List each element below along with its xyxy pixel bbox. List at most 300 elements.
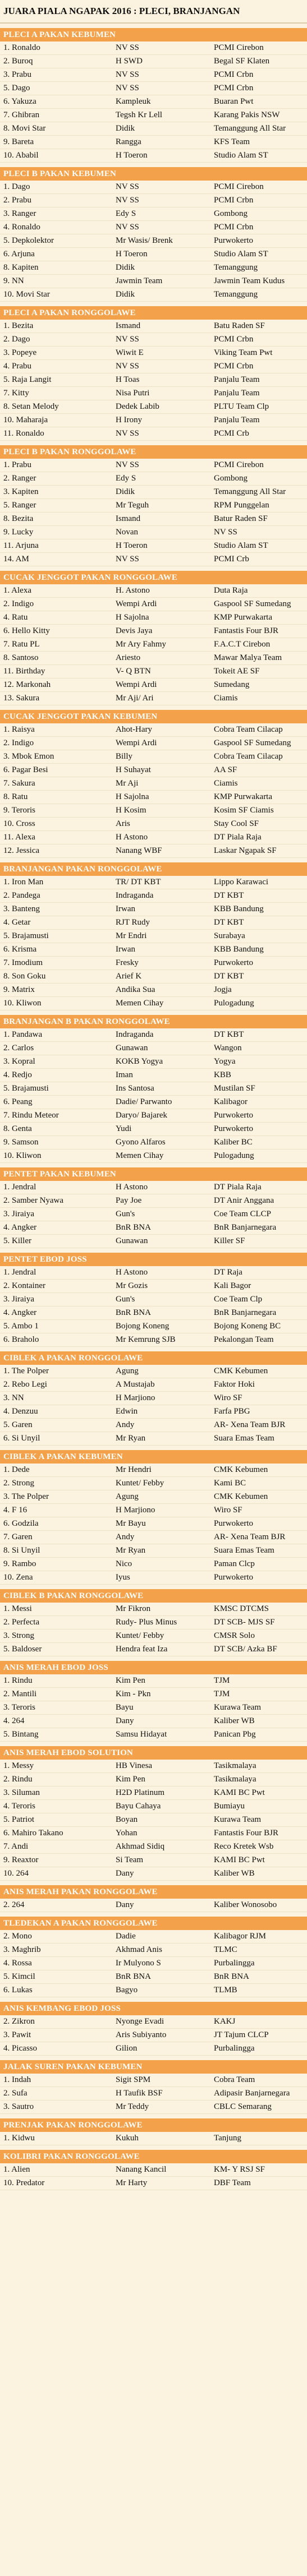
table-row <box>0 943 307 957</box>
team-name-cell: Temanggung <box>210 288 307 302</box>
table-row <box>0 320 307 333</box>
bird-name-cell: 5. Raja Langit <box>0 373 112 387</box>
team-name-cell: AA SF <box>210 764 307 777</box>
table-row <box>0 1629 307 1643</box>
results-table <box>0 1181 307 1248</box>
results-table <box>0 459 307 566</box>
team-name-cell: Wiro SF <box>210 1392 307 1405</box>
table-row <box>0 1082 307 1096</box>
team-name-cell: Gombong <box>210 207 307 221</box>
table-row <box>0 584 307 598</box>
section-header: CIBLEK A PAKAN RONGGOLAWE <box>0 1351 307 1365</box>
bird-name-cell: 3. Maghrib <box>0 1943 112 1957</box>
owner-name-cell: Andy <box>112 1531 210 1544</box>
owner-name-cell: H SWD <box>112 55 210 68</box>
owner-name-cell: Didik <box>112 122 210 136</box>
bird-name-cell: 5. Patriot <box>0 1813 112 1827</box>
table-row <box>0 360 307 373</box>
owner-name-cell: Mr Hendri <box>112 1464 210 1477</box>
team-name-cell: Purwokerto <box>210 234 307 248</box>
bird-name-cell: 6. Peang <box>0 1096 112 1109</box>
owner-name-cell: Bayu <box>112 1701 210 1715</box>
bird-name-cell: 3. Popeye <box>0 347 112 360</box>
bird-name-cell: 9. Samson <box>0 1136 112 1149</box>
bird-name-cell: 1. Ronaldo <box>0 41 112 55</box>
section-header: JALAK SUREN PAKAN KEBUMEN <box>0 2060 307 2074</box>
team-name-cell: Bumiayu <box>210 1800 307 1813</box>
section-header: PLECI B PAKAN KEBUMEN <box>0 167 307 181</box>
owner-name-cell: RJT Rudy <box>112 916 210 930</box>
results-table <box>0 1674 307 1742</box>
owner-name-cell: KOKB Yogya <box>112 1055 210 1069</box>
team-name-cell: PCMI Cirebon <box>210 181 307 194</box>
team-name-cell: Batur Raden SF <box>210 513 307 526</box>
team-name-cell: Paman Clcp <box>210 1558 307 1571</box>
owner-name-cell: Mr Wasis/ Brenk <box>112 234 210 248</box>
owner-name-cell: Agung <box>112 1490 210 1504</box>
bird-name-cell: 8. Si Unyil <box>0 1544 112 1558</box>
table-row <box>0 1149 307 1163</box>
bird-name-cell: 6. Pagar Besi <box>0 764 112 777</box>
bird-name-cell: 2. Pandega <box>0 889 112 903</box>
owner-name-cell: Edy S <box>112 207 210 221</box>
owner-name-cell: H Toas <box>112 373 210 387</box>
table-row <box>0 1280 307 1293</box>
table-row <box>0 1970 307 1984</box>
bird-name-cell: 6. Arjuna <box>0 248 112 261</box>
owner-name-cell: Nico <box>112 1558 210 1571</box>
bird-name-cell: 3. Prabu <box>0 68 112 82</box>
owner-name-cell: Indraganda <box>112 889 210 903</box>
table-row <box>0 1069 307 1082</box>
table-row <box>0 1603 307 1616</box>
table-row <box>0 1531 307 1544</box>
owner-name-cell: Gyono Alfaros <box>112 1136 210 1149</box>
table-row <box>0 1208 307 1221</box>
owner-name-cell: Mr Gozis <box>112 1280 210 1293</box>
bird-name-cell: 5. Dago <box>0 82 112 95</box>
bird-name-cell: 4. Teroris <box>0 1800 112 1813</box>
table-row <box>0 764 307 777</box>
team-name-cell: Jawmin Team Kudus <box>210 275 307 288</box>
team-name-cell: Adipasir Banjarnegara <box>210 2087 307 2100</box>
bird-name-cell: 6. Godzila <box>0 1517 112 1531</box>
bird-name-cell: 10. Kliwon <box>0 997 112 1010</box>
team-name-cell: Coe Team CLCP <box>210 1208 307 1221</box>
owner-name-cell: Mr Teddy <box>112 2100 210 2114</box>
bird-name-cell: 2. Prabu <box>0 194 112 207</box>
team-name-cell: Cobra Team Cilacap <box>210 723 307 737</box>
team-name-cell: Gaspool SF Sumedang <box>210 598 307 611</box>
team-name-cell: Cobra Team <box>210 2074 307 2087</box>
team-name-cell: PCMI Crbn <box>210 360 307 373</box>
team-name-cell: DT Raja <box>210 1266 307 1280</box>
team-name-cell: KFS Team <box>210 136 307 149</box>
table-row <box>0 1674 307 1688</box>
results-table <box>0 2163 307 2190</box>
team-name-cell: DT KBT <box>210 970 307 984</box>
bird-name-cell: 5. Garen <box>0 1419 112 1432</box>
table-row <box>0 2163 307 2177</box>
team-name-cell: Tanjung <box>210 2132 307 2145</box>
table-row <box>0 777 307 791</box>
owner-name-cell: H Marjiono <box>112 1392 210 1405</box>
section-header: CUCAK JENGGOT PAKAN KEBUMEN <box>0 710 307 723</box>
team-name-cell: Kami BC <box>210 1477 307 1490</box>
table-row <box>0 539 307 553</box>
table-row <box>0 1055 307 1069</box>
team-name-cell: TJM <box>210 1688 307 1701</box>
team-name-cell: Kaliber WB <box>210 1867 307 1881</box>
owner-name-cell: Nanang WBF <box>112 844 210 858</box>
owner-name-cell: Mr Ryan <box>112 1432 210 1446</box>
bird-name-cell: 1. Rindu <box>0 1674 112 1688</box>
bird-name-cell: 8. Ratu <box>0 791 112 804</box>
table-row <box>0 109 307 122</box>
owner-name-cell: Kuntet/ Febby <box>112 1629 210 1643</box>
bird-name-cell: 10. Ababil <box>0 149 112 163</box>
owner-name-cell: Dadie <box>112 1930 210 1943</box>
owner-name-cell: H Astono <box>112 831 210 844</box>
results-section <box>0 1917 307 1997</box>
bird-name-cell: 4. Denzuu <box>0 1405 112 1419</box>
team-name-cell: Panjalu Team <box>210 387 307 400</box>
table-row <box>0 1827 307 1840</box>
bird-name-cell: 4. F 16 <box>0 1504 112 1517</box>
table-row <box>0 723 307 737</box>
table-row <box>0 1840 307 1854</box>
team-name-cell: Stay Cool SF <box>210 818 307 831</box>
team-name-cell: Kaliber BC <box>210 1136 307 1149</box>
table-row <box>0 1930 307 1943</box>
bird-name-cell: 5. Ambo 1 <box>0 1320 112 1333</box>
owner-name-cell: Gunawan <box>112 1235 210 1248</box>
results-section <box>0 1450 307 1585</box>
bird-name-cell: 7. Rindu Meteor <box>0 1109 112 1123</box>
bird-name-cell: 4. 264 <box>0 1715 112 1728</box>
table-row <box>0 459 307 472</box>
section-header: ANIS MERAH EBOD JOSS <box>0 1661 307 1674</box>
owner-name-cell: Wempi Ardi <box>112 737 210 750</box>
owner-name-cell: Didik <box>112 261 210 275</box>
table-row <box>0 1490 307 1504</box>
team-name-cell: KAMI BC Pwt <box>210 1854 307 1867</box>
bird-name-cell: 1. Dago <box>0 181 112 194</box>
owner-name-cell: Kim - Pkn <box>112 1688 210 1701</box>
table-row <box>0 234 307 248</box>
bird-name-cell: 4. Picasso <box>0 2042 112 2056</box>
results-section <box>0 1589 307 1656</box>
owner-name-cell: BnR BNA <box>112 1307 210 1320</box>
owner-name-cell: Mr Aji <box>112 777 210 791</box>
owner-name-cell: HB Vinesa <box>112 1760 210 1773</box>
bird-name-cell: 1. Raisya <box>0 723 112 737</box>
table-row <box>0 903 307 916</box>
owner-name-cell: Memen Cihay <box>112 1149 210 1163</box>
bird-name-cell: 14. AM <box>0 553 112 566</box>
bird-name-cell: 3. NN <box>0 1392 112 1405</box>
owner-name-cell: NV SS <box>112 360 210 373</box>
section-header: TLEDEKAN A PAKAN RONGGOLAWE <box>0 1917 307 1930</box>
bird-name-cell: 10. Cross <box>0 818 112 831</box>
bird-name-cell: 10. Predator <box>0 2177 112 2190</box>
team-name-cell: Mustilan SF <box>210 1082 307 1096</box>
team-name-cell: PCMI Crb <box>210 427 307 441</box>
results-table <box>0 41 307 163</box>
results-section <box>0 445 307 566</box>
table-row <box>0 970 307 984</box>
table-row <box>0 1544 307 1558</box>
bird-name-cell: 3. Pawit <box>0 2029 112 2042</box>
bird-name-cell: 2. Indigo <box>0 737 112 750</box>
table-row <box>0 194 307 207</box>
bird-name-cell: 2. Kontainer <box>0 1280 112 1293</box>
owner-name-cell: H Kosim <box>112 804 210 818</box>
bird-name-cell: 3. Kopral <box>0 1055 112 1069</box>
bird-name-cell: 1. Indah <box>0 2074 112 2087</box>
owner-name-cell: Mr Ryan <box>112 1544 210 1558</box>
owner-name-cell: Ariesto <box>112 652 210 665</box>
owner-name-cell: Samsu Hidayat <box>112 1728 210 1742</box>
table-row <box>0 692 307 705</box>
team-name-cell: PCMI Crb <box>210 553 307 566</box>
bird-name-cell: 7. Kitty <box>0 387 112 400</box>
results-section <box>0 2150 307 2190</box>
table-row <box>0 55 307 68</box>
table-row <box>0 737 307 750</box>
owner-name-cell: Aris Subiyanto <box>112 2029 210 2042</box>
results-section <box>0 2118 307 2145</box>
bird-name-cell: 3. Jiraiya <box>0 1293 112 1307</box>
team-name-cell: Kurawa Team <box>210 1701 307 1715</box>
table-row <box>0 1854 307 1867</box>
table-row <box>0 1558 307 1571</box>
team-name-cell: PCMI Crbn <box>210 194 307 207</box>
team-name-cell: KMP Purwakarta <box>210 791 307 804</box>
table-row <box>0 248 307 261</box>
owner-name-cell: Bojong Koneng <box>112 1320 210 1333</box>
bird-name-cell: 4. Prabu <box>0 360 112 373</box>
bird-name-cell: 1. Dede <box>0 1464 112 1477</box>
owner-name-cell: Andika Sua <box>112 984 210 997</box>
results-sections <box>0 28 307 2190</box>
table-row <box>0 1028 307 1042</box>
owner-name-cell: Dany <box>112 1899 210 1912</box>
table-row <box>0 2087 307 2100</box>
owner-name-cell: Nisa Putri <box>112 387 210 400</box>
bird-name-cell: 11. Ronaldo <box>0 427 112 441</box>
owner-name-cell: Akhmad Sidiq <box>112 1840 210 1854</box>
team-name-cell: NV SS <box>210 526 307 539</box>
team-name-cell: Batu Raden SF <box>210 320 307 333</box>
owner-name-cell: NV SS <box>112 553 210 566</box>
owner-name-cell: Billy <box>112 750 210 764</box>
results-table <box>0 2132 307 2145</box>
team-name-cell: Panjalu Team <box>210 414 307 427</box>
bird-name-cell: 2. Rindu <box>0 1773 112 1786</box>
owner-name-cell: Devis Jaya <box>112 625 210 638</box>
team-name-cell: DT KBT <box>210 916 307 930</box>
owner-name-cell: NV SS <box>112 181 210 194</box>
bird-name-cell: 1. Pandawa <box>0 1028 112 1042</box>
team-name-cell: DT SCB/ Azka BF <box>210 1643 307 1656</box>
team-name-cell: CMK Kebumen <box>210 1490 307 1504</box>
owner-name-cell: Mr Aji/ Ari <box>112 692 210 705</box>
team-name-cell: Mawar Malya Team <box>210 652 307 665</box>
bird-name-cell: 3. Siluman <box>0 1786 112 1800</box>
bird-name-cell: 2. Mantili <box>0 1688 112 1701</box>
table-row <box>0 997 307 1010</box>
table-row <box>0 1786 307 1800</box>
team-name-cell: Pekalongan Team <box>210 1333 307 1347</box>
section-header: PRENJAK PAKAN RONGGOLAWE <box>0 2118 307 2132</box>
bird-name-cell: 1. Prabu <box>0 459 112 472</box>
section-header: ANIS KEMBANG EBOD JOSS <box>0 2002 307 2015</box>
section-header: PENTET EBOD JOSS <box>0 1253 307 1266</box>
table-row <box>0 486 307 499</box>
table-row <box>0 1984 307 1997</box>
bird-name-cell: 7. Garen <box>0 1531 112 1544</box>
team-name-cell: Coe Team Clp <box>210 1293 307 1307</box>
table-row <box>0 1194 307 1208</box>
table-row <box>0 1813 307 1827</box>
owner-name-cell: Mr Teguh <box>112 499 210 513</box>
team-name-cell: Lippo Karawaci <box>210 876 307 889</box>
owner-name-cell: Iyus <box>112 1571 210 1585</box>
team-name-cell: Surabaya <box>210 930 307 943</box>
table-row <box>0 553 307 566</box>
team-name-cell: DT Anir Anggana <box>210 1194 307 1208</box>
owner-name-cell: H Toeron <box>112 248 210 261</box>
team-name-cell: KAKJ <box>210 2015 307 2029</box>
table-row <box>0 68 307 82</box>
table-row <box>0 1688 307 1701</box>
table-row <box>0 2074 307 2087</box>
team-name-cell: Yogya <box>210 1055 307 1069</box>
table-row <box>0 1235 307 1248</box>
owner-name-cell: Iman <box>112 1069 210 1082</box>
bird-name-cell: 2. Carlos <box>0 1042 112 1055</box>
table-row <box>0 427 307 441</box>
table-row <box>0 916 307 930</box>
table-row <box>0 1365 307 1378</box>
section-header: BRANJANGAN PAKAN RONGGOLAWE <box>0 862 307 876</box>
team-name-cell: Pulogadung <box>210 997 307 1010</box>
section-header: PENTET PAKAN KEBUMEN <box>0 1167 307 1181</box>
team-name-cell: DT Piala Raja <box>210 831 307 844</box>
owner-name-cell: Irwan <box>112 943 210 957</box>
table-row <box>0 750 307 764</box>
team-name-cell: PCMI Crbn <box>210 82 307 95</box>
table-row <box>0 333 307 347</box>
bird-name-cell: 6. Hello Kitty <box>0 625 112 638</box>
table-row <box>0 1221 307 1235</box>
results-section <box>0 28 307 163</box>
section-header: CIBLEK A PAKAN KEBUMEN <box>0 1450 307 1464</box>
team-name-cell: Gaspool SF Sumedang <box>210 737 307 750</box>
team-name-cell: PCMI Cirebon <box>210 41 307 55</box>
bird-name-cell: 2. Dago <box>0 333 112 347</box>
bird-name-cell: 7. Ratu PL <box>0 638 112 652</box>
table-row <box>0 611 307 625</box>
bird-name-cell: 5. Brajamusti <box>0 930 112 943</box>
owner-name-cell: Wempi Ardi <box>112 678 210 692</box>
owner-name-cell: Rudy- Plus Minus <box>112 1616 210 1629</box>
table-row <box>0 1181 307 1194</box>
team-name-cell: Pulogadung <box>210 1149 307 1163</box>
bird-name-cell: 2. Mono <box>0 1930 112 1943</box>
team-name-cell: Wangon <box>210 1042 307 1055</box>
bird-name-cell: 10. 264 <box>0 1867 112 1881</box>
bird-name-cell: 9. Bareta <box>0 136 112 149</box>
owner-name-cell: Tegsh Kr Lell <box>112 109 210 122</box>
owner-name-cell: Novan <box>112 526 210 539</box>
owner-name-cell: Akhmad Anis <box>112 1943 210 1957</box>
owner-name-cell: Wempi Ardi <box>112 598 210 611</box>
bird-name-cell: 11. Arjuna <box>0 539 112 553</box>
table-row <box>0 2100 307 2114</box>
team-name-cell: AR- Xena Team BJR <box>210 1419 307 1432</box>
team-name-cell: CMK Kebumen <box>210 1464 307 1477</box>
owner-name-cell: Bagyo <box>112 1984 210 1997</box>
table-row <box>0 122 307 136</box>
team-name-cell: Purbalingga <box>210 1957 307 1970</box>
table-row <box>0 598 307 611</box>
table-row <box>0 818 307 831</box>
owner-name-cell: Hendra feat Iza <box>112 1643 210 1656</box>
results-table <box>0 1464 307 1585</box>
table-row <box>0 1333 307 1347</box>
team-name-cell: Begal SF Klaten <box>210 55 307 68</box>
team-name-cell: CMK Kebumen <box>210 1365 307 1378</box>
bird-name-cell: 7. Ghibran <box>0 109 112 122</box>
section-header: KOLIBRI PAKAN RONGGOLAWE <box>0 2150 307 2163</box>
owner-name-cell: Daryo/ Bajarek <box>112 1109 210 1123</box>
table-row <box>0 1571 307 1585</box>
owner-name-cell: Ins Santosa <box>112 1082 210 1096</box>
team-name-cell: PCMI Crbn <box>210 221 307 234</box>
team-name-cell: KBB <box>210 1069 307 1082</box>
owner-name-cell: NV SS <box>112 41 210 55</box>
bird-name-cell: 1. Alien <box>0 2163 112 2177</box>
team-name-cell: Panican Pbg <box>210 1728 307 1742</box>
owner-name-cell: Pay Joe <box>112 1194 210 1208</box>
team-name-cell: TJM <box>210 1674 307 1688</box>
team-name-cell: Ciamis <box>210 777 307 791</box>
owner-name-cell: Fresky <box>112 957 210 970</box>
team-name-cell: Killer SF <box>210 1235 307 1248</box>
bird-name-cell: 8. Son Goku <box>0 970 112 984</box>
bird-name-cell: 8. Kapiten <box>0 261 112 275</box>
results-table <box>0 1365 307 1446</box>
results-section <box>0 1885 307 1912</box>
owner-name-cell: H2D Platinum <box>112 1786 210 1800</box>
results-section <box>0 1351 307 1446</box>
team-name-cell: KMSC DTCMS <box>210 1603 307 1616</box>
bird-name-cell: 4. Rossa <box>0 1957 112 1970</box>
results-section <box>0 167 307 302</box>
table-row <box>0 1477 307 1490</box>
owner-name-cell: Edy S <box>112 472 210 486</box>
bird-name-cell: 6. Braholo <box>0 1333 112 1347</box>
bird-name-cell: 1. Jendral <box>0 1181 112 1194</box>
bird-name-cell: 5. Brajamusti <box>0 1082 112 1096</box>
table-row <box>0 652 307 665</box>
table-row <box>0 804 307 818</box>
table-row <box>0 95 307 109</box>
bird-name-cell: 7. Sakura <box>0 777 112 791</box>
table-row <box>0 1307 307 1320</box>
